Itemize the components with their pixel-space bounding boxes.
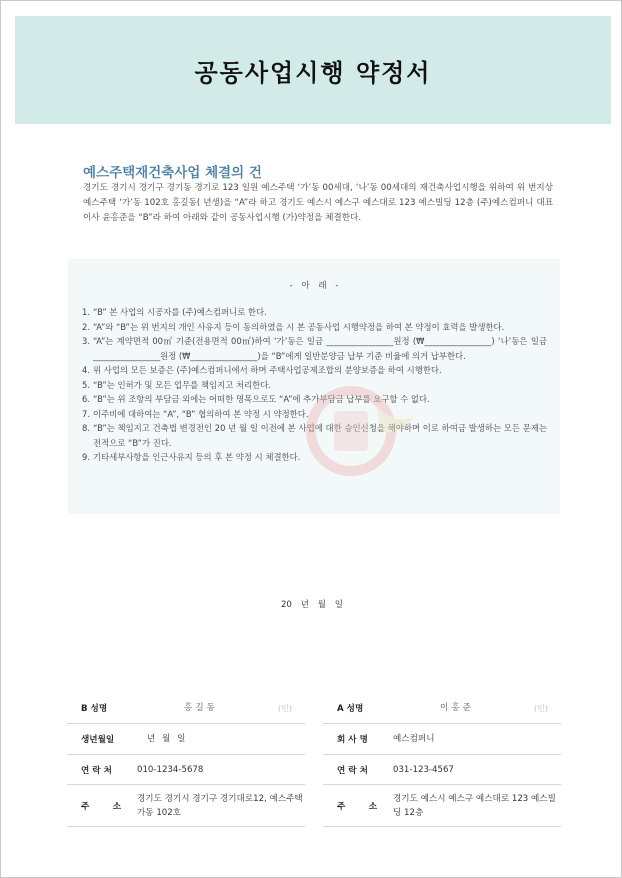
party-b-block bbox=[67, 693, 305, 827]
term-item: 6. “B”는 위 조항의 부담금 외에는 어떠한 명목으로도 “A”에 추가부담금 납부를 요구할 수 없다. bbox=[82, 394, 430, 404]
term-item: 2. “A”와 “B”는 위 번지의 개인 사유지 등이 동의하였을 시 본 공동사업 시행약정을 하여 본 약정이 효력을 발생한다. bbox=[82, 321, 505, 332]
party-a-contact-label: 연 락 처 bbox=[337, 765, 368, 776]
party-b-name-row bbox=[67, 693, 305, 724]
terms-heading: - 아 래 - bbox=[289, 281, 339, 291]
party-a-name-label: A 성명 bbox=[337, 704, 364, 714]
party-a-address-label: 주 소 bbox=[337, 801, 377, 812]
watermark-stamp-icon bbox=[296, 376, 416, 486]
term-item: 8. “B”는 책임지고 건축법 변경전인 20 년 월 일 이전에 본 사업에 대한 승인신청을 해야하며 이로 하여금 발생하는 모든 문제는 전적으로 “B”가 진다. bbox=[82, 423, 547, 448]
party-b-contact-row bbox=[67, 755, 305, 785]
party-a-contact-row bbox=[323, 755, 561, 785]
party-b-address-label: 주 소 bbox=[81, 801, 121, 812]
party-b-seal: (인) bbox=[278, 703, 292, 713]
contract-date: 20 년 월 일 bbox=[280, 600, 344, 610]
party-b-birth-label: 생년월일 bbox=[81, 735, 115, 745]
party-a-name: 이홍준 bbox=[440, 703, 474, 713]
term-item: 4. 위 사업의 모든 보증은 (주)예스컴퍼니에서 하며 주택사업공제조합의 분양보증을 하여 시행한다. bbox=[82, 365, 442, 375]
party-a-address: 경기도 예스시 예스구 예스대로 123 예스빌딩 12층 bbox=[393, 793, 556, 818]
party-a-name-row bbox=[323, 693, 561, 724]
party-b-address: 경기도 경기시 경기구 경기대로12, 예스주택 가동 102호 bbox=[137, 793, 303, 818]
title-banner bbox=[15, 16, 611, 124]
party-a-company-label: 회 사 명 bbox=[337, 735, 368, 745]
party-b-birth: 년 월 일 bbox=[147, 734, 186, 744]
party-b-name-label: B 성명 bbox=[81, 704, 108, 714]
term-item: 7. 이주비에 대하여는 “A”, “B” 협의하여 본 약정 시 약정한다. bbox=[82, 408, 309, 419]
party-b-contact: 010-1234-5678 bbox=[137, 764, 204, 775]
party-b-name: 홍길동 bbox=[184, 703, 218, 713]
term-item: 9. 기타세부사항을 인근사유지 등의 후 본 약정 시 체결한다. bbox=[82, 452, 301, 462]
party-b-birth-row bbox=[67, 724, 305, 755]
party-b-address-row bbox=[67, 785, 305, 827]
party-a-address-row bbox=[323, 785, 561, 827]
party-a-seal: (인) bbox=[534, 703, 548, 713]
party-a-company: 예스컴퍼니 bbox=[393, 734, 435, 744]
party-a-block bbox=[323, 693, 561, 827]
intro-paragraph: 경기도 경기시 경기구 경기동 경기로 123 일원 예스주택 ‘가’동 00세대, ‘나’동 00세대의 재건축사업시행을 위하여 위 번지상 예스주택 ‘가’동 102호 홍길동( 년생)을 “A”라 하고 경기도 예스시 예스구 예스대로 123 예스빌딩 12층 (주)예스컴퍼니 대표이사 윤홍준을 “B”라 하여 아래와 같이 공동사업시행 (가)약정을 체결한다. bbox=[83, 183, 553, 223]
term-item: 5. “B”는 인허가 및 모든 업무를 책임지고 처리한다. bbox=[82, 379, 271, 390]
party-a-contact: 031-123-4567 bbox=[393, 764, 454, 775]
term-item: 3. “A”는 계약면적 00㎡ 기준(전용면적 00㎡)하여 ‘가’동은 일금 ________________원정 (₩________________) ‘나’동은 일금 ________________원정 (₩________________)을 “B”에게 일반분양금 납부 기준 비율에 의거 납부한다. bbox=[82, 336, 547, 361]
party-b-contact-label: 연 락 처 bbox=[81, 765, 112, 776]
term-item: 1. “B” 본 사업의 시공자를 (주)예스컴퍼니로 한다. bbox=[82, 307, 267, 317]
section-subtitle: 예스주택재건축사업 체결의 건 bbox=[83, 165, 262, 181]
party-a-company-row bbox=[323, 724, 561, 755]
document-title: 공동사업시행 약정서 bbox=[194, 58, 432, 87]
